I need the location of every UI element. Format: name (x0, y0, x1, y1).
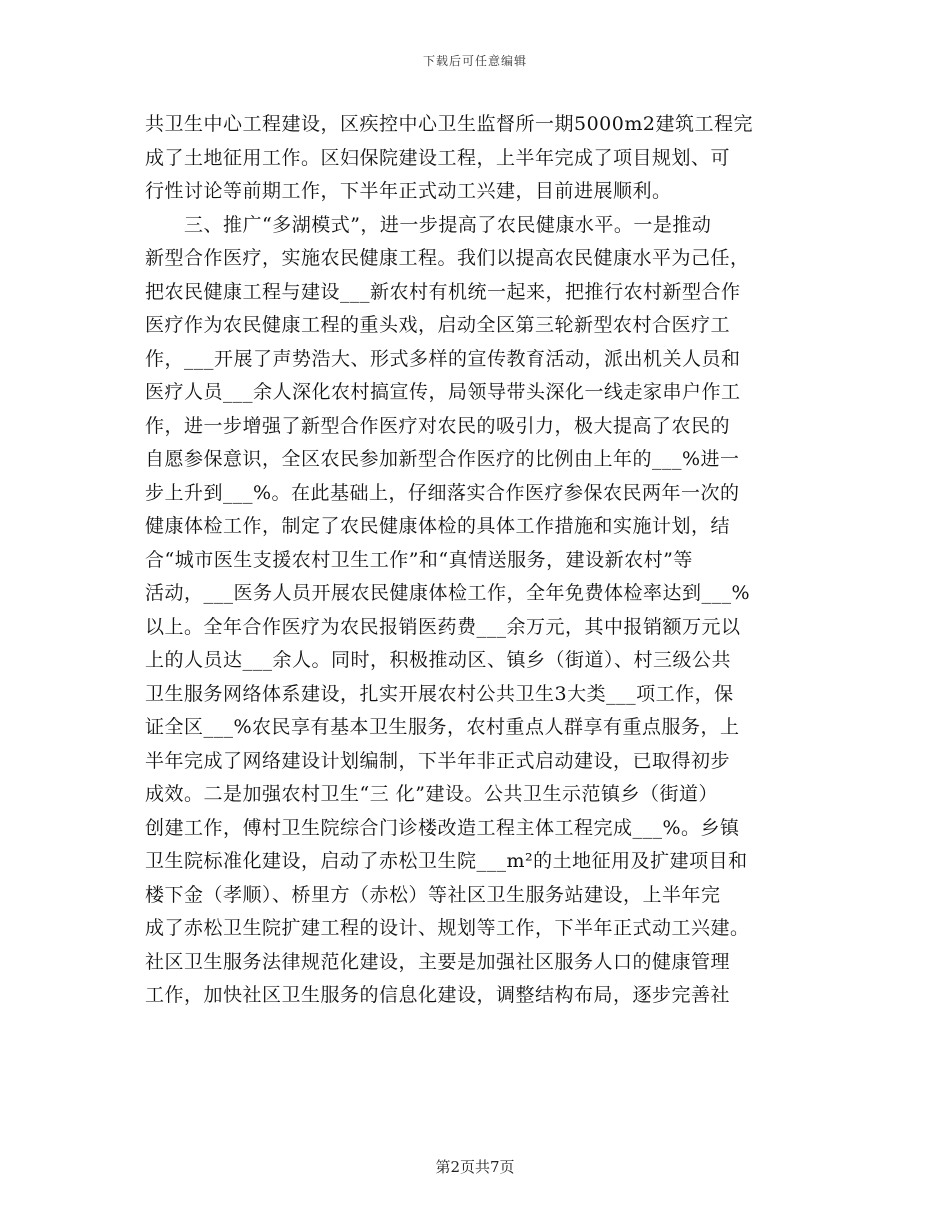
text-line: 把农民健康工程与建设___新农村有机统一起来，把推行农村新型合作 (145, 280, 741, 303)
text-line: 证全区___%农民享有基本卫生服务，农村重点人群享有重点服务，上 (145, 716, 740, 738)
text-line: 成了赤松卫生院扩建工程的设计、规划等工作，下半年正式动工兴建。 (145, 917, 750, 939)
text-line: 作，进一步增强了新型合作医疗对农民的吸引力，极大提高了农民的 (145, 414, 731, 437)
text-line: 行性讨论等前期工作，下半年正式动工兴建，目前进展顺利。 (145, 180, 672, 202)
page-number-footer: 第2页共7页 (435, 1158, 515, 1176)
text-line: 医疗人员___余人深化农村搞宣传，局领导带头深化一线走家串户作工 (145, 381, 741, 403)
document-body (145, 108, 805, 1013)
text-line: 卫生院标准化建设，启动了赤松卫生院___m²的土地征用及扩建项目和 (145, 850, 748, 872)
page-header: 下载后可任意编辑 (422, 54, 527, 68)
text-line: 以上。全年合作医疗为农民报销医药费___余万元，其中报销额万元以 (145, 615, 741, 638)
text-line: 创建工作，傅村卫生院综合门诊楼改造工程主体工程完成___%。乡镇 (145, 816, 740, 839)
text-line: 医疗作为农民健康工程的重头戏，启动全区第三轮新型农村合医疗工 (145, 314, 731, 336)
text-line: 卫生服务网络体系建设，扎实开展农村公共卫生3大类___项工作，保 (145, 682, 734, 705)
text-line: 成效。二是加强农村卫生“三 化”建设。公共卫生示范镇乡（街道） (145, 783, 718, 805)
text-line: 新型合作医疗，实施农民健康工程。我们以提高农民健康水平为己任， (145, 247, 750, 269)
text-line: 半年完成了网络建设计划编制，下半年非正式启动建设，已取得初步 (145, 749, 731, 772)
text-line: 自愿参保意识，全区农民参加新型合作医疗的比例由上年的___%进一 (145, 448, 740, 470)
text-line: 作，___开展了声势浩大、形式多样的宣传教育活动，派出机关人员和 (145, 347, 741, 370)
text-line: 共卫生中心工程建设，区疾控中心卫生监督所一期5000m2建筑工程完 (145, 113, 753, 135)
text-line: 工作，加快社区卫生服务的信息化建设，调整结构布局，逐步完善社 (145, 984, 731, 1006)
text-line: 楼下金（孝顺）、桥里方（赤松）等社区卫生服务站建设，上半年完 (145, 883, 721, 906)
text-line: 合“城市医生支援农村卫生工作”和“真情送服务，建设新农村”等 (145, 548, 693, 571)
text-line: 成了土地征用工作。区妇保院建设工程，上半年完成了项目规划、可 (145, 146, 731, 169)
text-line: 上的人员达___余人。同时，积极推动区、镇乡（街道）、村三级公共 (145, 649, 732, 671)
text-line: 社区卫生服务法律规范化建设，主要是加强社区服务人口的健康管理 (145, 950, 731, 973)
text-line: 活动，___医务人员开展农民健康体检工作，全年免费体检率达到___% (145, 582, 751, 604)
text-line: 健康体检工作，制定了农民健康体检的具体工作措施和实施计划，结 (145, 515, 731, 537)
text-line: 三、推广“多湖模式”，进一步提高了农民健康水平。一是推动 (145, 213, 712, 236)
text-line: 步上升到___%。在此基础上，仔细落实合作医疗参保农民两年一次的 (145, 481, 740, 504)
